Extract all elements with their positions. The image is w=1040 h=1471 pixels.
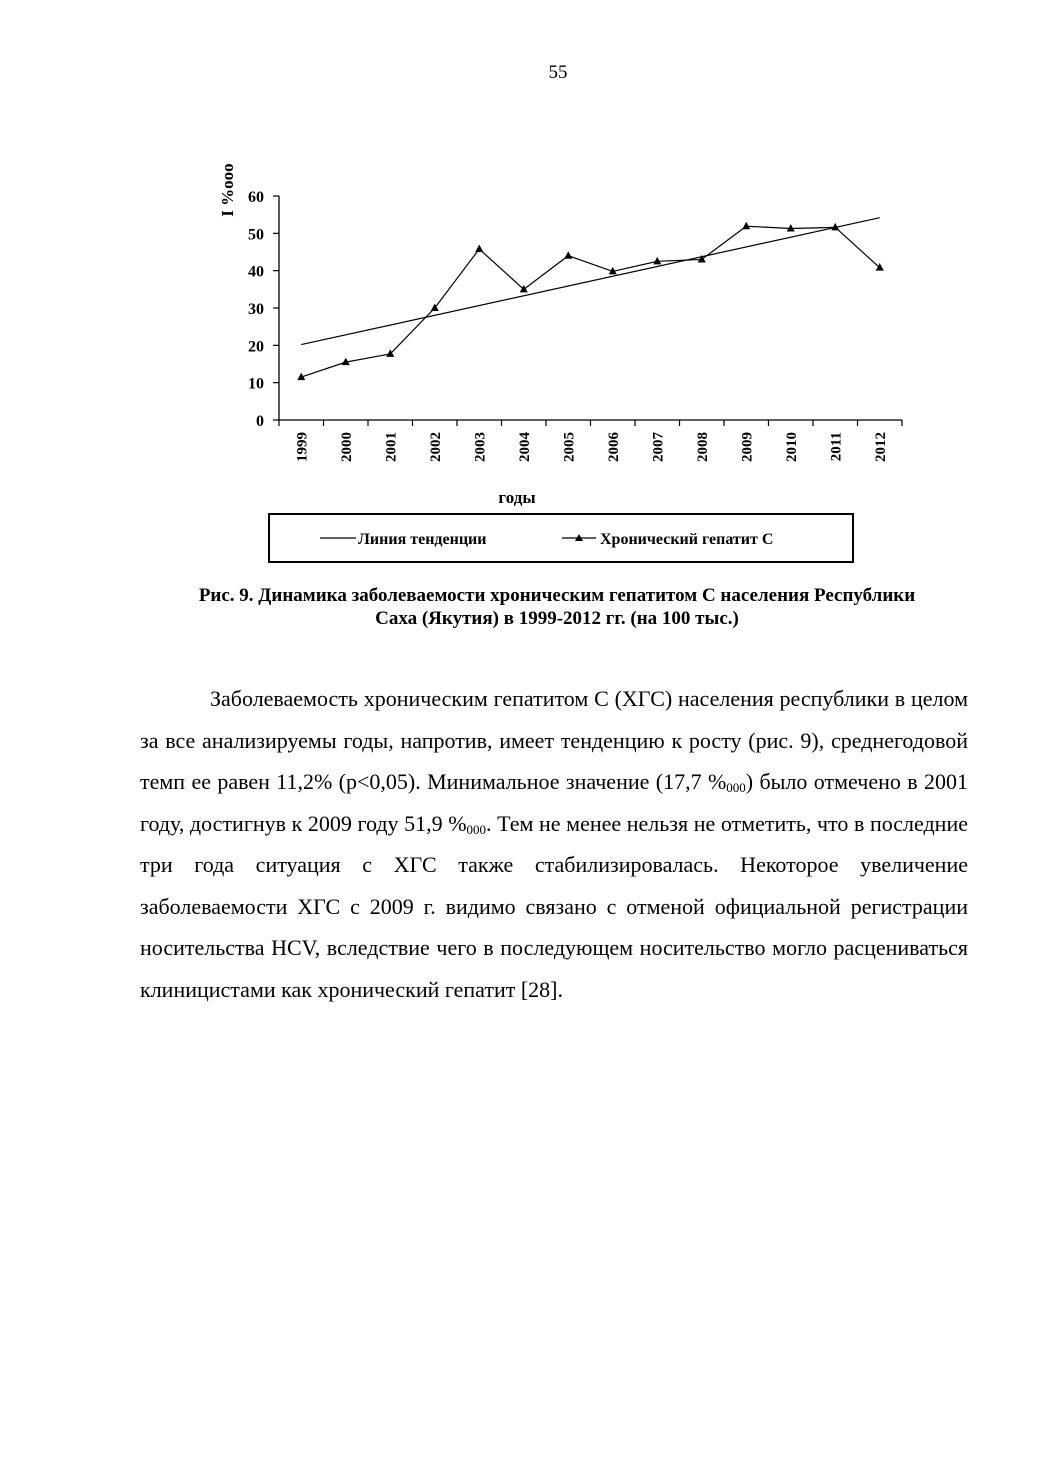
caption-line-2: Саха (Якутия) в 1999-2012 гг. (на 100 тыс.)	[375, 608, 739, 629]
x-tick-label: 2009	[739, 432, 756, 462]
x-tick-label: 2010	[783, 432, 800, 462]
x-tick-label: 2011	[828, 432, 845, 462]
y-tick-label: 50	[248, 226, 264, 244]
x-tick-label: 2006	[605, 432, 622, 462]
x-tick-label: 2003	[472, 432, 489, 462]
paragraph-subscript-1: 000	[726, 780, 746, 795]
data-point-marker	[742, 222, 750, 230]
data-point-marker	[564, 251, 572, 259]
page-number: 55	[548, 62, 568, 83]
x-tick-label: 2012	[872, 432, 889, 462]
paragraph-part-1: Заболеваемость хроническим гепатитом С (ХГС) населения республики в целом за все анализируемы годы, напротив, имеет тенденцию к росту (рис. 9), среднегодовой темп ее равен 11,2% (р<0,05). Минимальное значение (17,7 %	[140, 686, 968, 794]
legend-trend-label: Линия тенденции	[358, 531, 487, 548]
y-axis-label: I %ooo	[218, 163, 237, 217]
y-tick-label: 0	[256, 413, 264, 430]
figure-caption	[140, 584, 974, 630]
y-tick-label: 10	[248, 375, 264, 393]
y-tick-label: 60	[248, 189, 264, 206]
incidence-chart	[0, 0, 1040, 600]
x-tick-labels	[294, 432, 889, 463]
chart-axes	[273, 196, 902, 426]
hepatitis-series	[297, 222, 884, 380]
y-tick-labels	[248, 189, 264, 430]
x-tick-label: 2005	[561, 432, 578, 462]
x-tick-label: 2004	[516, 432, 533, 462]
data-point-marker	[653, 257, 661, 265]
x-tick-label: 2002	[427, 432, 444, 462]
paragraph-part-3: . Тем не менее нельзя не отметить, что в последние три года ситуация с ХГС также стабилизировалась. Некоторое увеличение заболеваемости ХГС с 2009 г. видимо связано с отменой официальной регистрации носительства HCV, вследствие чего в последующем носительство могло расцениваться клиницистами как хронический гепатит [28].	[140, 810, 968, 1002]
x-tick-label: 2008	[694, 432, 711, 462]
x-tick-label: 2001	[383, 432, 400, 462]
caption-line-1: Рис. 9. Динамика заболеваемости хроническим гепатитом С населения Республики	[198, 585, 916, 606]
data-point-marker	[787, 224, 795, 232]
x-axis-label: годы	[498, 488, 536, 507]
data-point-marker	[876, 263, 884, 271]
data-point-marker	[475, 245, 483, 253]
x-tick-label: 2007	[650, 432, 667, 462]
paragraph-subscript-2: 000	[466, 821, 487, 837]
y-tick-label: 20	[248, 338, 264, 356]
body-paragraph	[140, 678, 968, 1010]
x-tick-label: 1999	[294, 432, 311, 462]
data-point-marker	[520, 285, 528, 293]
trend-line	[301, 218, 880, 345]
y-tick-label: 30	[248, 301, 264, 318]
trend-line-segment	[301, 218, 880, 345]
y-tick-label: 40	[248, 263, 264, 281]
legend-series-label: Хронический гепатит С	[600, 531, 774, 548]
x-tick-label: 2000	[338, 432, 355, 462]
paragraph-part-2: ) было отмечено в 2001 году, достигнув к 2009 году 51,9 %	[140, 769, 968, 836]
legend-frame	[268, 513, 854, 563]
